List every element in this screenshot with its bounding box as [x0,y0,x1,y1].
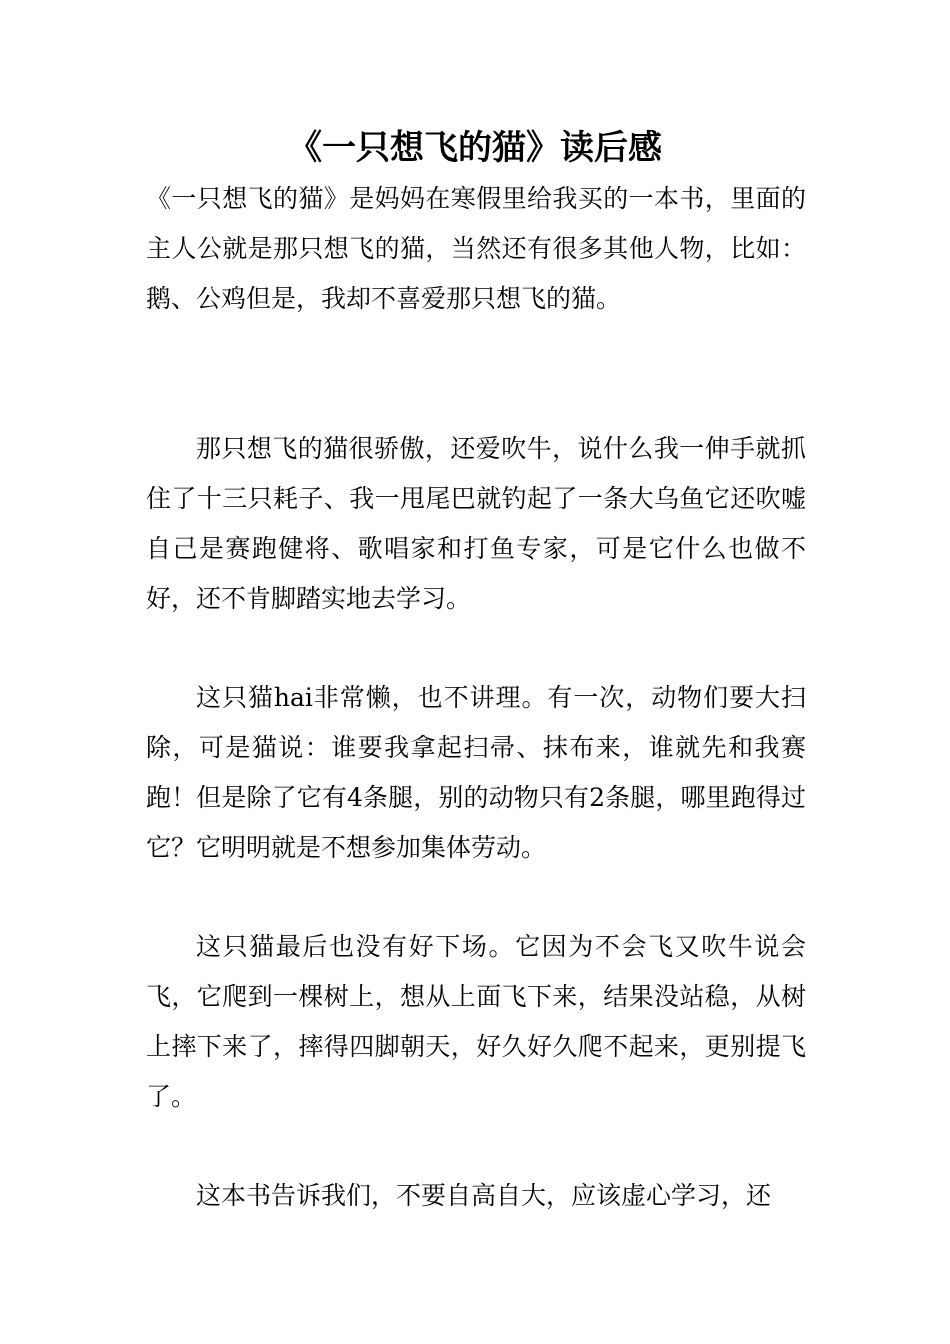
paragraph-ending: 这只猫最后也没有好下场。它因为不会飞又吹牛说会飞，它爬到一棵树上，想从上面飞下来，结果没站稳，从树上摔下来了，摔得四脚朝天，好久好久爬不起来，更别提飞了。 [146,932,806,1111]
document-title: 《一只想飞的猫》读后感 [288,128,662,168]
paragraph-lesson: 这本书告诉我们，不要自高自大，应该虚心学习，还 [196,1181,772,1210]
paragraph-proud-cat: 那只想飞的猫很骄傲，还爱吹牛，说什么我一伸手就抓住了十三只耗子、我一甩尾巴就钓起了一条大乌鱼它还吹嘘自己是赛跑健将、歌唱家和打鱼专家，可是它什么也做不好，还不肯脚踏实地去学习。 [146,434,806,613]
paragraph-lazy-cat: 这只猫hai非常懒，也不讲理。有一次，动物们要大扫除，可是猫说：谁要我拿起扫帚、抹布来，谁就先和我赛跑！但是除了它有4条腿，别的动物只有2条腿，哪里跑得过它？它明明就是不想参加集体劳动。 [146,683,806,862]
paragraph-intro: 《一只想飞的猫》是妈妈在寒假里给我买的一本书，里面的主人公就是那只想飞的猫，当然还有很多其他人物，比如：鹅、公鸡但是，我却不喜爱那只想飞的猫。 [146,184,806,313]
